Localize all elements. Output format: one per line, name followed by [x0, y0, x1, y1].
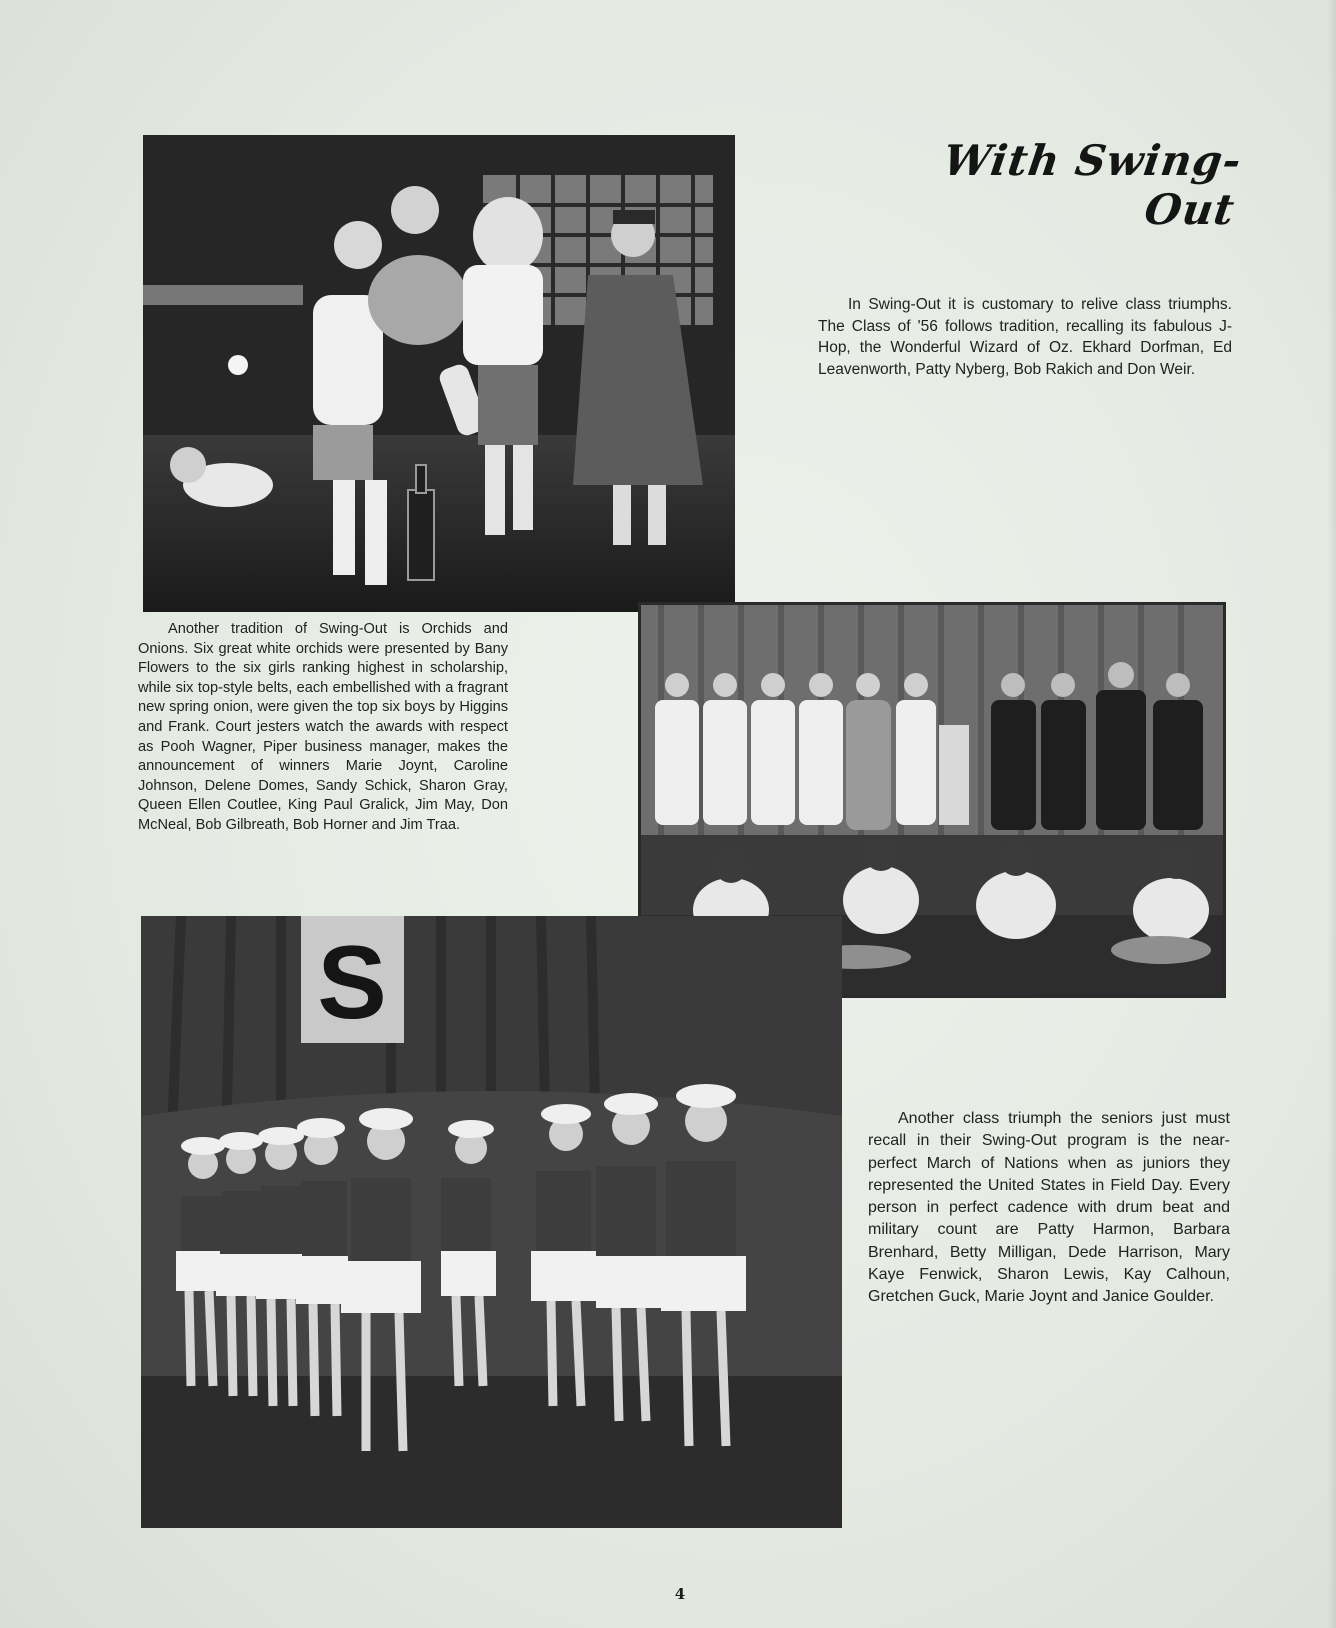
banner-letter-s: S — [317, 925, 387, 1041]
page-title: With Swing-Out — [940, 136, 1245, 234]
caption-orchids-and-onions: Another tradition of Swing-Out is Orchids and Onions. Six great white orchids were presented by Bany Flowers to the six girls ranking highest in scholarship, while six top-style belts, each embellished with a fragrant new spring onion, were given the top six boys by Higgins and Frank. Court jesters watch the awards with respect as Pooh Wagner, Piper business manager, makes the announcement of winners Marie Joynt, Caroline Johnson, Delene Domes, Sandy Schick, Sharon Gray, Queen Ellen Coutlee, King Paul Gralick, Jim May, Don McNeal, Bob Gilbreath, Bob Horner and Jim Traa. — [138, 621, 508, 833]
caption-wizard-of-oz: In Swing-Out it is customary to relive class triumphs. The Class of '56 follows tradition, recalling its fabulous J-Hop, the Wonderful Wizard of Oz. Ekhard Dorfman, Ed Leavenworth, Patty Nyberg, Bob Rakich and Don Weir. — [818, 296, 1232, 378]
photo-wizard-of-oz-skit-image — [143, 135, 735, 612]
photo-march-of-nations — [141, 916, 842, 1528]
page-number: 4 — [674, 1585, 686, 1603]
photo-wizard-of-oz-skit — [143, 135, 735, 612]
page-edge-shadow — [1328, 0, 1336, 1628]
photo-march-of-nations-image — [141, 916, 842, 1528]
caption-march-of-nations: Another class triumph the seniors just must recall in their Swing-Out program is the near-perfect March of Nations when as juniors they represented the United States in Field Day. Every person in perfect cadence with drum beat and military count are Patty Harmon, Barbara Brenhard, Betty Milligan, Dede Harrison, Mary Kaye Fenwick, Sharon Lewis, Kay Calhoun, Gretchen Guck, Marie Joynt and Janice Goulder. — [868, 1110, 1230, 1306]
